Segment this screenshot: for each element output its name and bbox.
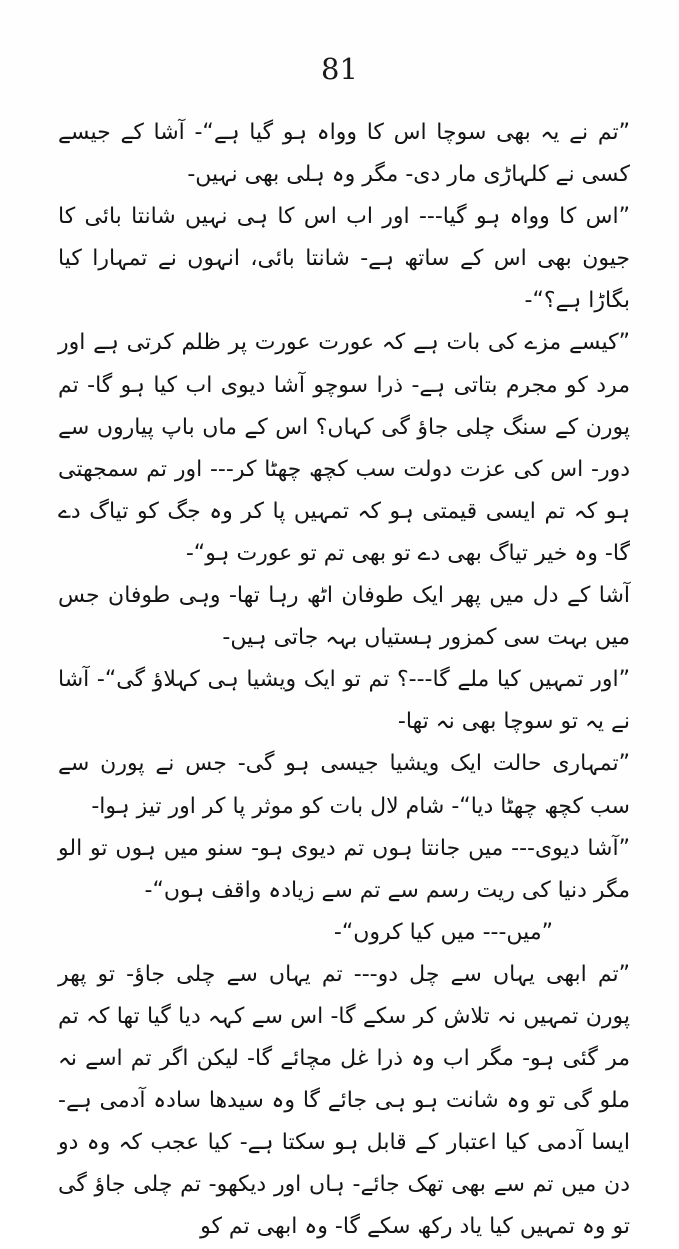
page-body-text — [58, 112, 648, 1249]
paragraph: ”اس کا وواہ ہو گیا--- اور اب اس کا ہی نہیں شانتا بائی کا جیون بھی اس کے ساتھ ہے- شانتا بائی، انہوں نے تمہارا کیا بگاڑا ہے؟“- — [58, 204, 630, 314]
paragraph: ”تمہاری حالت ایک ویشیا جیسی ہو گی- جس نے پورن سے سب کچھ چھٹا دیا“- شام لال بات کو موثر پا کر اور تیز ہوا- — [58, 751, 630, 819]
paragraph: ”تم ابھی یہاں سے چل دو--- تم یہاں سے چلی جاؤ- تو پھر پورن تمہیں نہ تلاش کر سکے گا- اس سے کہہ دیا گیا تھا کہ تم مر گئی ہو- مگر اب وہ ذرا غل مچائے گا- لیکن اگر تم اسے نہ ملو گی تو وہ شانت ہو ہی جائے گا وہ سیدھا سادہ آدمی ہے- ایسا آدمی کیا اعتبار کے قابل ہو سکتا ہے- کیا عجب کہ وہ دو دن میں تم سے بھی تھک جائے- ہاں اور دیکھو- تم چلی جاؤ گی تو وہ تمہیں کیا یاد رکھ سکے گا- وہ ابھی تم کو — [58, 961, 630, 1240]
page-number: 81 — [321, 52, 358, 86]
paragraph: ”میں--- میں کیا کروں“- — [333, 919, 553, 945]
paragraph: ”اور تمہیں کیا ملے گا---؟ تم تو ایک ویشیا ہی کہلاؤ گی“- آشا نے یہ تو سوچا بھی نہ تھا- — [58, 667, 630, 735]
paragraph: آشا کے دل میں پھر ایک طوفان اٹھ رہا تھا- وہی طوفان جس میں بہت سی کمزور ہستیاں بہہ جاتی ہیں- — [58, 583, 630, 651]
paragraph: ”تم نے یہ بھی سوچا اس کا وواہ ہو گیا ہے“- آشا کے جیسے کسی نے کلہاڑی مار دی- مگر وہ ہلی بھی نہیں- — [58, 120, 630, 188]
paragraph: ”آشا دیوی--- میں جانتا ہوں تم دیوی ہو- سنو میں ہوں تو الو مگر دنیا کی ریت رسم سے تم سے زیادہ واقف ہوں“- — [58, 835, 630, 903]
paragraph: ”کیسے مزے کی بات ہے کہ عورت عورت پر ظلم کرتی ہے اور مرد کو مجرم بتاتی ہے- ذرا سوچو آشا دیوی اب کیا ہو گا- تم پورن کے سنگ چلی جاؤ گی کہاں؟ اس کے ماں باپ پیاروں سے دور- اس کی عزت دولت سب کچھ چھٹا کر--- اور تم سمجھتی ہو کہ تم ایسی قیمتی ہو کہ تمہیں پا کر وہ جگ کو تیاگ دے گا- وہ خیر تیاگ بھی دے تو بھی تم تو عورت ہو“- — [58, 330, 630, 566]
